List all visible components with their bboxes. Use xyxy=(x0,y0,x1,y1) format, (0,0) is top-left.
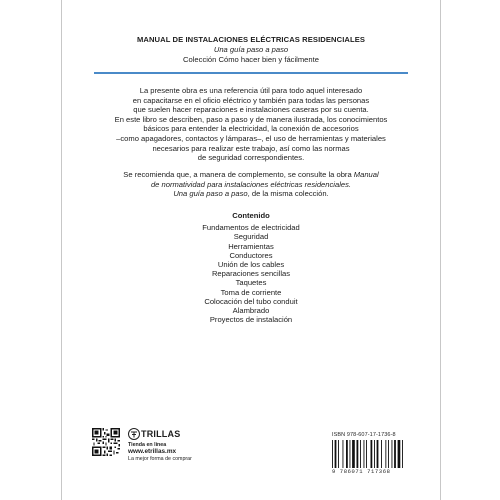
recommendation-line xyxy=(88,189,414,199)
contents-item: Seguridad xyxy=(233,232,269,242)
contents-item: Taquetes xyxy=(235,278,267,288)
description-line: En este libro se describen, paso a paso y de manera ilustrada, los conocimientos xyxy=(114,114,388,124)
isbn-label: ISBN 978-607-17-1736-8 xyxy=(332,432,396,438)
contents-item: Reparaciones sencillas xyxy=(211,269,291,279)
cover-header xyxy=(62,35,440,65)
book-title: MANUAL DE INSTALACIONES ELÉCTRICAS RESIDENCIALES xyxy=(136,35,366,44)
online-store-label: Tienda en línea xyxy=(128,442,167,448)
contents-heading: Contenido xyxy=(232,211,270,220)
collection-name: Colección Cómo hacer bien y fácilmente xyxy=(183,55,319,64)
recommendation xyxy=(88,170,414,199)
description xyxy=(88,86,414,163)
contents-list xyxy=(62,223,440,324)
description-line: La presente obra es una referencia útil para todo aquel interesado xyxy=(139,86,363,95)
table-of-contents xyxy=(62,211,440,324)
book-subtitle: Una guía paso a paso xyxy=(213,45,289,54)
store-slogan: La mejor forma de comprar xyxy=(128,455,192,462)
description-line: –como apagadores, contactos y lámparas–, el uso de herramientas y materiales xyxy=(116,133,386,143)
publisher-footer xyxy=(92,428,222,468)
referenced-book-title: Manual xyxy=(353,170,379,179)
store-url-link[interactable]: www.etrillas.mx xyxy=(128,447,177,455)
referenced-book-subtitle: Una guía paso a paso xyxy=(173,189,248,199)
contents-item: Fundamentos de electricidad xyxy=(202,223,300,233)
description-line: básicos para entender la electricidad, la conexión de accesorios xyxy=(143,124,359,134)
trillas-logo-icon xyxy=(128,428,140,440)
barcode-digits: 9 786071 717368 xyxy=(332,468,391,475)
contents-item: Toma de corriente xyxy=(220,287,282,297)
contents-item: Unión de los cables xyxy=(217,260,285,270)
description-line: que suelen hacer reparaciones e instalaciones caseras por su cuenta. xyxy=(133,105,369,115)
contents-item: Conductores xyxy=(229,250,273,260)
store-info xyxy=(128,442,192,462)
description-line: en capacitarse en el oficio eléctrico y también para todas las personas xyxy=(132,95,370,105)
back-cover xyxy=(62,0,440,500)
description-line: necesarios para realizar este trabajo, así como las normas xyxy=(152,143,350,153)
divider-rule xyxy=(94,72,408,74)
recommendation-text: Se recomienda que, a manera de complemento, se consulte la obra xyxy=(123,170,354,179)
qr-code-icon[interactable] xyxy=(92,428,120,456)
isbn-block xyxy=(328,432,408,474)
description-line: de seguridad correspondientes. xyxy=(197,153,305,163)
recommendation-line xyxy=(88,170,414,180)
contents-item: Herramientas xyxy=(228,241,274,251)
referenced-book-title-cont: de normatividad para instalaciones eléctricas residenciales. xyxy=(150,179,352,189)
contents-item: Colocación del tubo conduit xyxy=(204,296,298,306)
recommendation-text: , de la misma colección. xyxy=(247,189,329,199)
barcode-icon xyxy=(328,440,408,468)
contents-item: Proyectos de instalación xyxy=(209,315,293,325)
contents-item: Alambrado xyxy=(232,306,270,316)
publisher-logo-text: TRILLAS xyxy=(141,429,181,439)
